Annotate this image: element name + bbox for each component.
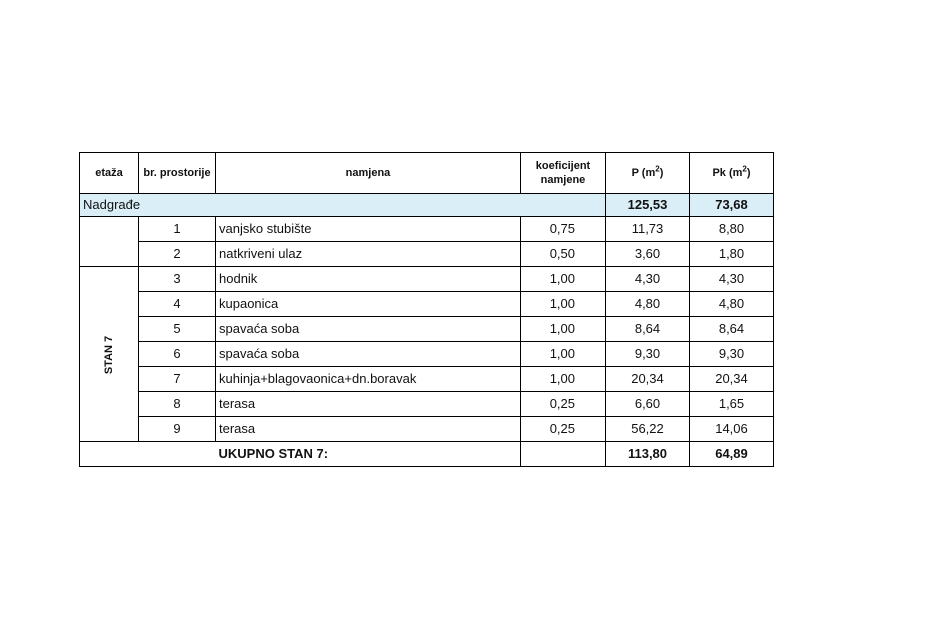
stan-label-cell	[80, 267, 139, 442]
row-koef: 1,00	[521, 317, 606, 342]
stan-label: STAN 7	[103, 335, 115, 374]
table-row	[80, 317, 774, 342]
row-br: 2	[139, 242, 216, 267]
etaza-empty-cell	[80, 217, 139, 267]
area-table-container	[79, 152, 774, 467]
table-row	[80, 392, 774, 417]
header-etaza: etaža	[80, 153, 139, 194]
row-namjena: spavaća soba	[216, 317, 521, 342]
row-pk: 8,64	[690, 317, 774, 342]
header-koeficijent: koeficijent namjene	[521, 153, 606, 194]
row-pk: 4,80	[690, 292, 774, 317]
row-p: 11,73	[606, 217, 690, 242]
row-br: 7	[139, 367, 216, 392]
row-koef: 1,00	[521, 292, 606, 317]
row-namjena: spavaća soba	[216, 342, 521, 367]
total-pk: 64,89	[690, 442, 774, 467]
total-p: 113,80	[606, 442, 690, 467]
table-row	[80, 342, 774, 367]
row-p: 9,30	[606, 342, 690, 367]
row-namjena: terasa	[216, 417, 521, 442]
total-row	[80, 442, 774, 467]
nadgrade-p: 125,53	[606, 194, 690, 217]
row-br: 8	[139, 392, 216, 417]
row-br: 5	[139, 317, 216, 342]
total-empty	[80, 442, 216, 467]
row-p: 6,60	[606, 392, 690, 417]
row-br: 3	[139, 267, 216, 292]
row-br: 6	[139, 342, 216, 367]
row-pk: 8,80	[690, 217, 774, 242]
row-koef: 0,50	[521, 242, 606, 267]
row-p: 4,30	[606, 267, 690, 292]
row-koef: 1,00	[521, 267, 606, 292]
row-pk: 14,06	[690, 417, 774, 442]
nadgrade-label: Nadgrađe	[80, 194, 606, 217]
table-row	[80, 292, 774, 317]
area-table	[79, 152, 774, 467]
table-row	[80, 267, 774, 292]
row-p: 8,64	[606, 317, 690, 342]
total-koef-empty	[521, 442, 606, 467]
total-label: UKUPNO STAN 7:	[216, 442, 521, 467]
row-br: 9	[139, 417, 216, 442]
row-namjena: kuhinja+blagovaonica+dn.boravak	[216, 367, 521, 392]
row-pk: 4,30	[690, 267, 774, 292]
row-koef: 0,25	[521, 392, 606, 417]
row-br: 1	[139, 217, 216, 242]
nadgrade-pk: 73,68	[690, 194, 774, 217]
row-p: 56,22	[606, 417, 690, 442]
table-row	[80, 367, 774, 392]
table-row	[80, 217, 774, 242]
row-pk: 9,30	[690, 342, 774, 367]
row-namjena: natkriveni ulaz	[216, 242, 521, 267]
row-koef: 1,00	[521, 367, 606, 392]
nadgrade-row	[80, 194, 774, 217]
table-row	[80, 417, 774, 442]
row-koef: 1,00	[521, 342, 606, 367]
row-p: 4,80	[606, 292, 690, 317]
table-row	[80, 242, 774, 267]
row-pk: 1,80	[690, 242, 774, 267]
row-koef: 0,25	[521, 417, 606, 442]
header-namjena: namjena	[216, 153, 521, 194]
row-p: 20,34	[606, 367, 690, 392]
row-namjena: terasa	[216, 392, 521, 417]
header-pk: Pk $(m^2)$	[690, 153, 774, 194]
row-pk: 1,65	[690, 392, 774, 417]
row-koef: 0,75	[521, 217, 606, 242]
header-br-prostorije: br. prostorije	[139, 153, 216, 194]
header-p: P $(m^2)$	[606, 153, 690, 194]
row-namjena: vanjsko stubište	[216, 217, 521, 242]
row-namjena: kupaonica	[216, 292, 521, 317]
row-namjena: hodnik	[216, 267, 521, 292]
row-br: 4	[139, 292, 216, 317]
row-p: 3,60	[606, 242, 690, 267]
header-row	[80, 153, 774, 194]
row-pk: 20,34	[690, 367, 774, 392]
